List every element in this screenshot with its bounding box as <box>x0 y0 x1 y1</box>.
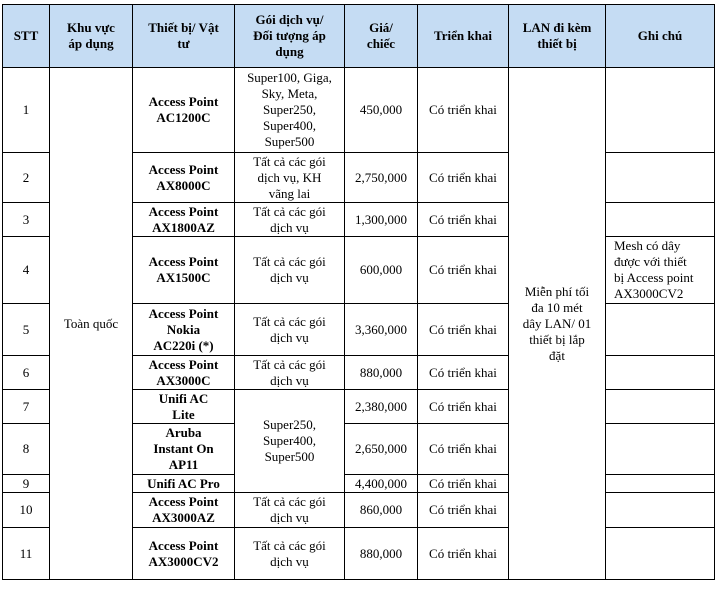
cell-price: 2,650,000 <box>345 424 418 475</box>
cell-area-merged: Toàn quốc <box>50 68 133 580</box>
cell-device: Unifi AC Lite <box>133 390 235 424</box>
header-row <box>3 5 715 68</box>
table-row <box>3 68 715 153</box>
cell-note <box>606 424 715 475</box>
cell-device: Aruba Instant On AP11 <box>133 424 235 475</box>
cell-stt: 7 <box>3 390 50 424</box>
header-package: Gói dịch vụ/ Đối tượng áp dụng <box>235 5 345 68</box>
cell-deploy: Có triển khai <box>418 68 509 153</box>
cell-package: Super100, Giga, Sky, Meta, Super250, Super400, Super500 <box>235 68 345 153</box>
cell-device: Access Point AX3000AZ <box>133 493 235 528</box>
cell-note <box>606 304 715 356</box>
cell-deploy: Có triển khai <box>418 528 509 580</box>
cell-note <box>606 356 715 390</box>
cell-price: 600,000 <box>345 237 418 304</box>
cell-device: Access Point AX3000C <box>133 356 235 390</box>
cell-deploy: Có triển khai <box>418 356 509 390</box>
cell-package: Tất cả các gói dịch vụ, KH vãng lai <box>235 153 345 203</box>
header-price: Giá/ chiếc <box>345 5 418 68</box>
cell-device: Access Point AC1200C <box>133 68 235 153</box>
cell-device: Access Point AX1500C <box>133 237 235 304</box>
pricing-table <box>2 4 715 580</box>
cell-price: 1,300,000 <box>345 203 418 237</box>
cell-note <box>606 475 715 493</box>
cell-package-merged: Super250, Super400, Super500 <box>235 390 345 493</box>
cell-price: 450,000 <box>345 68 418 153</box>
cell-price: 3,360,000 <box>345 304 418 356</box>
cell-note <box>606 390 715 424</box>
cell-package: Tất cả các gói dịch vụ <box>235 493 345 528</box>
cell-package: Tất cả các gói dịch vụ <box>235 304 345 356</box>
cell-device: Unifi AC Pro <box>133 475 235 493</box>
cell-device: Access Point Nokia AC220i (*) <box>133 304 235 356</box>
header-stt: STT <box>3 5 50 68</box>
cell-stt: 8 <box>3 424 50 475</box>
cell-deploy: Có triển khai <box>418 304 509 356</box>
cell-stt: 3 <box>3 203 50 237</box>
cell-price: 880,000 <box>345 356 418 390</box>
cell-package: Tất cả các gói dịch vụ <box>235 203 345 237</box>
header-area: Khu vực áp dụng <box>50 5 133 68</box>
cell-note <box>606 493 715 528</box>
cell-package: Tất cả các gói dịch vụ <box>235 528 345 580</box>
cell-deploy: Có triển khai <box>418 493 509 528</box>
cell-deploy: Có triển khai <box>418 153 509 203</box>
cell-price: 4,400,000 <box>345 475 418 493</box>
cell-package: Tất cả các gói dịch vụ <box>235 356 345 390</box>
cell-note <box>606 153 715 203</box>
cell-note <box>606 203 715 237</box>
cell-deploy: Có triển khai <box>418 203 509 237</box>
cell-price: 860,000 <box>345 493 418 528</box>
cell-device: Access Point AX3000CV2 <box>133 528 235 580</box>
cell-note <box>606 68 715 153</box>
cell-stt: 6 <box>3 356 50 390</box>
cell-price: 2,380,000 <box>345 390 418 424</box>
cell-price: 2,750,000 <box>345 153 418 203</box>
cell-price: 880,000 <box>345 528 418 580</box>
cell-stt: 2 <box>3 153 50 203</box>
header-note: Ghi chú <box>606 5 715 68</box>
cell-deploy: Có triển khai <box>418 424 509 475</box>
cell-deploy: Có triển khai <box>418 390 509 424</box>
cell-device: Access Point AX1800AZ <box>133 203 235 237</box>
cell-lan-merged: Miễn phí tối đa 10 mét dây LAN/ 01 thiết bị lắp đặt <box>509 68 606 580</box>
header-lan: LAN đi kèm thiết bị <box>509 5 606 68</box>
cell-stt: 11 <box>3 528 50 580</box>
cell-note-mesh: Mesh có dây được với thiết bị Access point AX3000CV2 <box>606 237 715 304</box>
cell-stt: 9 <box>3 475 50 493</box>
cell-deploy: Có triển khai <box>418 237 509 304</box>
cell-deploy: Có triển khai <box>418 475 509 493</box>
cell-device: Access Point AX8000C <box>133 153 235 203</box>
header-device: Thiết bị/ Vật tư <box>133 5 235 68</box>
cell-package: Tất cả các gói dịch vụ <box>235 237 345 304</box>
cell-note <box>606 528 715 580</box>
cell-stt: 5 <box>3 304 50 356</box>
header-deploy: Triển khai <box>418 5 509 68</box>
cell-stt: 1 <box>3 68 50 153</box>
cell-stt: 4 <box>3 237 50 304</box>
cell-stt: 10 <box>3 493 50 528</box>
